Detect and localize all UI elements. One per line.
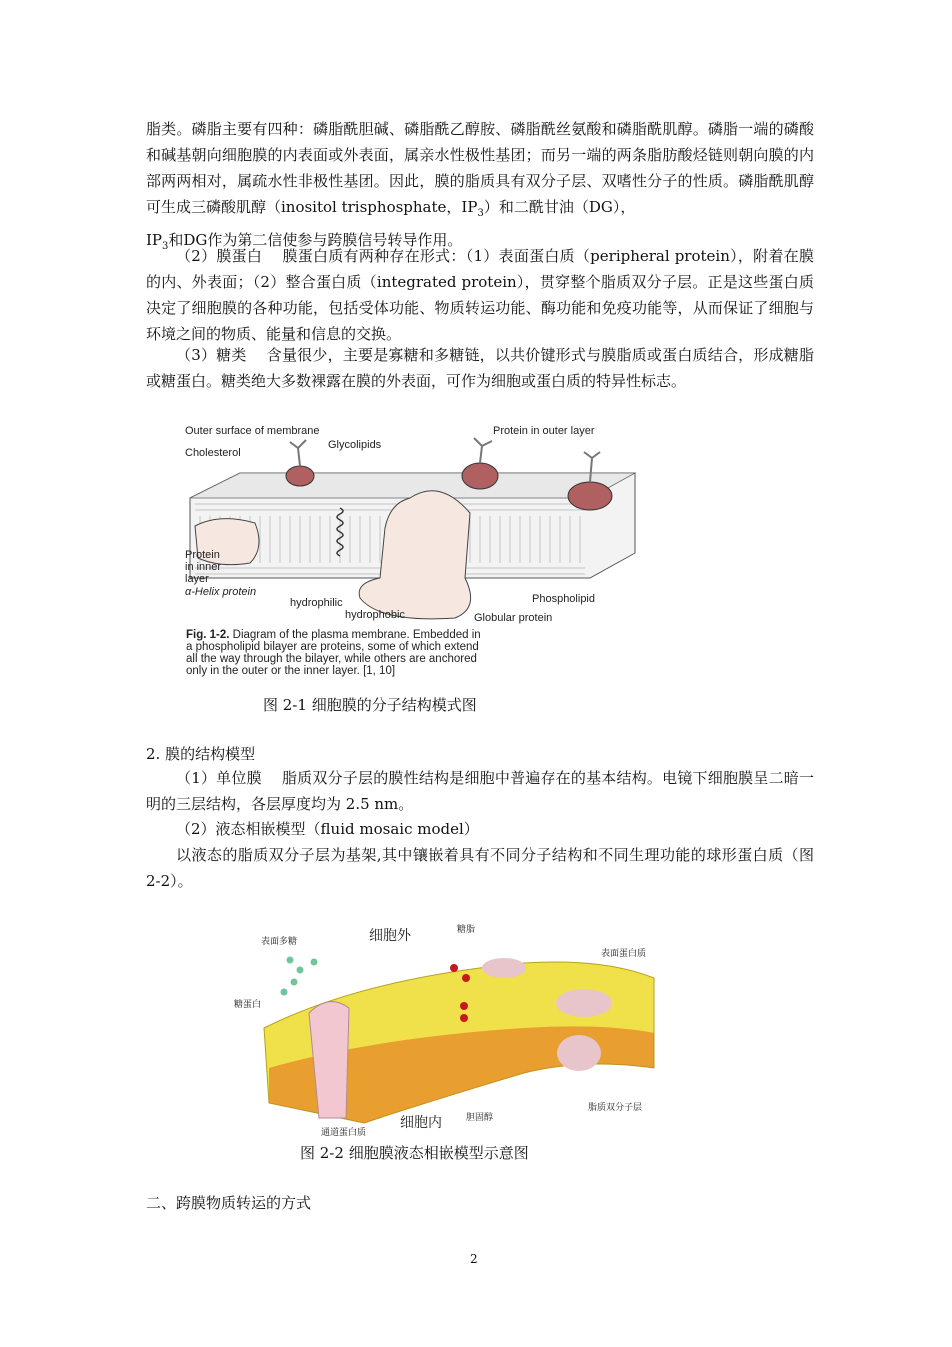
paragraph-membrane-protein: （2）膜蛋白 膜蛋白质有两种存在形式：（1）表面蛋白质（peripheral protein），附着在膜的内、外表面；（2）整合蛋白质（integrated protein），贯穿整个脂质双分子层。正是这些蛋白质决定了细胞膜的各种功能，包括受体功能、物质转运功能、酶功能和免疫功能等，从而保证了细胞与环境之间的物质、能量和信息的交换。 [146, 247, 814, 343]
figure-fluid-mosaic-model [224, 918, 694, 1140]
label-glycoprotein: 糖蛋白 [234, 999, 262, 1009]
label-protein-inner-3: layer [185, 573, 209, 585]
label-protein-inner-1: Protein [185, 549, 220, 561]
figure1-legend-line-1 [186, 629, 481, 641]
paragraph-lipids [146, 116, 814, 260]
figure1-legend-bold: Fig. 1-2. [186, 629, 230, 641]
label-hydrophilic: hydrophilic [290, 597, 343, 609]
label-phospholipid: Phospholipid [532, 593, 595, 605]
paragraph-unit-membrane: （1）单位膜 脂质双分子层的膜性结构是细胞中普遍存在的基本结构。电镜下细胞膜呈二暗一明的三层结构，各层厚度均为 2.5 nm。 [146, 769, 814, 813]
ip3-subscript-2: 3 [162, 241, 169, 252]
section-heading-membrane-models: 2. 膜的结构模型 [146, 745, 256, 763]
label-hydrophobic: hydrophobic [345, 609, 405, 621]
label-outer-surface: Outer surface of membrane [185, 425, 320, 437]
label-cholesterol: Cholesterol [185, 447, 241, 459]
figure-plasma-membrane-diagram [180, 418, 640, 680]
figure1-legend-text-1: Diagram of the plasma membrane. Embedded in [229, 629, 481, 641]
label-protein-inner-2: in inner [185, 561, 222, 573]
page-number: 2 [470, 1252, 478, 1266]
figure1-legend-line-2: a phospholipid bilayer are proteins, some of which extend [186, 641, 479, 653]
label-surface-polysaccharide: 表面多糖 [261, 936, 298, 946]
section-heading-transmembrane-transport: 二、跨膜物质转运的方式 [146, 1194, 312, 1212]
label-glycolipid: 糖脂 [457, 924, 476, 934]
label-cholesterol-cn: 胆固醇 [466, 1112, 494, 1122]
label-channel-protein: 通道蛋白质 [321, 1127, 367, 1137]
figure2-caption: 图 2-2 细胞膜液态相嵌模型示意图 [300, 1144, 529, 1162]
figure1-caption: 图 2-1 细胞膜的分子结构模式图 [263, 696, 477, 714]
label-extracellular: 细胞外 [369, 927, 411, 943]
paragraph-carbohydrates: （3）糖类 含量很少，主要是寡糖和多糖链，以共价键形式与膜脂质或蛋白质结合，形成糖脂或糖蛋白。糖类绝大多数裸露在膜的外表面，可作为细胞或蛋白质的特异性标志。 [146, 346, 814, 390]
figure1-legend-line-4: only in the outer or the inner layer. [1, 10] [186, 665, 396, 677]
paragraph-fluid-mosaic-heading: （2）液态相嵌模型（fluid mosaic model） [176, 820, 479, 838]
label-surface-protein: 表面蛋白质 [601, 948, 647, 958]
paragraph-lipids-text: 脂类。磷脂主要有四种：磷脂酰胆碱、磷脂酰乙醇胺、磷脂酰丝氨酸和磷脂酰肌醇。磷脂一端的磷酸和碱基朝向细胞膜的内表面或外表面，属亲水性极性基团；而另一端的两条脂肪酸烃链则朝向膜的内部两两相对，属疏水性非极性基团。因此，膜的脂质具有双分子层、双嗜性分子的性质。磷脂酰肌醇可生成三磷酸肌醇（inositol trisphosphate，IP [146, 120, 814, 216]
paragraph-lipids-tail: ）和二酰甘油（DG）， [483, 198, 636, 216]
ip3-label: IP [146, 231, 163, 249]
figure1-legend-line-3: all the way through the bilayer, while others are anchored [186, 653, 477, 665]
label-protein-outer: Protein in outer layer [493, 425, 595, 437]
label-lipid-bilayer: 脂质双分子层 [588, 1102, 643, 1112]
label-globular-protein: Globular protein [474, 612, 553, 624]
label-intracellular: 细胞内 [400, 1114, 442, 1130]
second-messenger-text: 和DG作为第二信使参与跨膜信号转导作用。 [168, 231, 463, 249]
label-helix-protein: α-Helix protein [185, 586, 257, 598]
paragraph-fluid-mosaic: 以液态的脂质双分子层为基架,其中镶嵌着具有不同分子结构和不同生理功能的球形蛋白质（图 2-2）。 [146, 846, 814, 890]
ip3-subscript: 3 [477, 208, 484, 219]
label-glycolipids: Glycolipids [328, 439, 382, 451]
